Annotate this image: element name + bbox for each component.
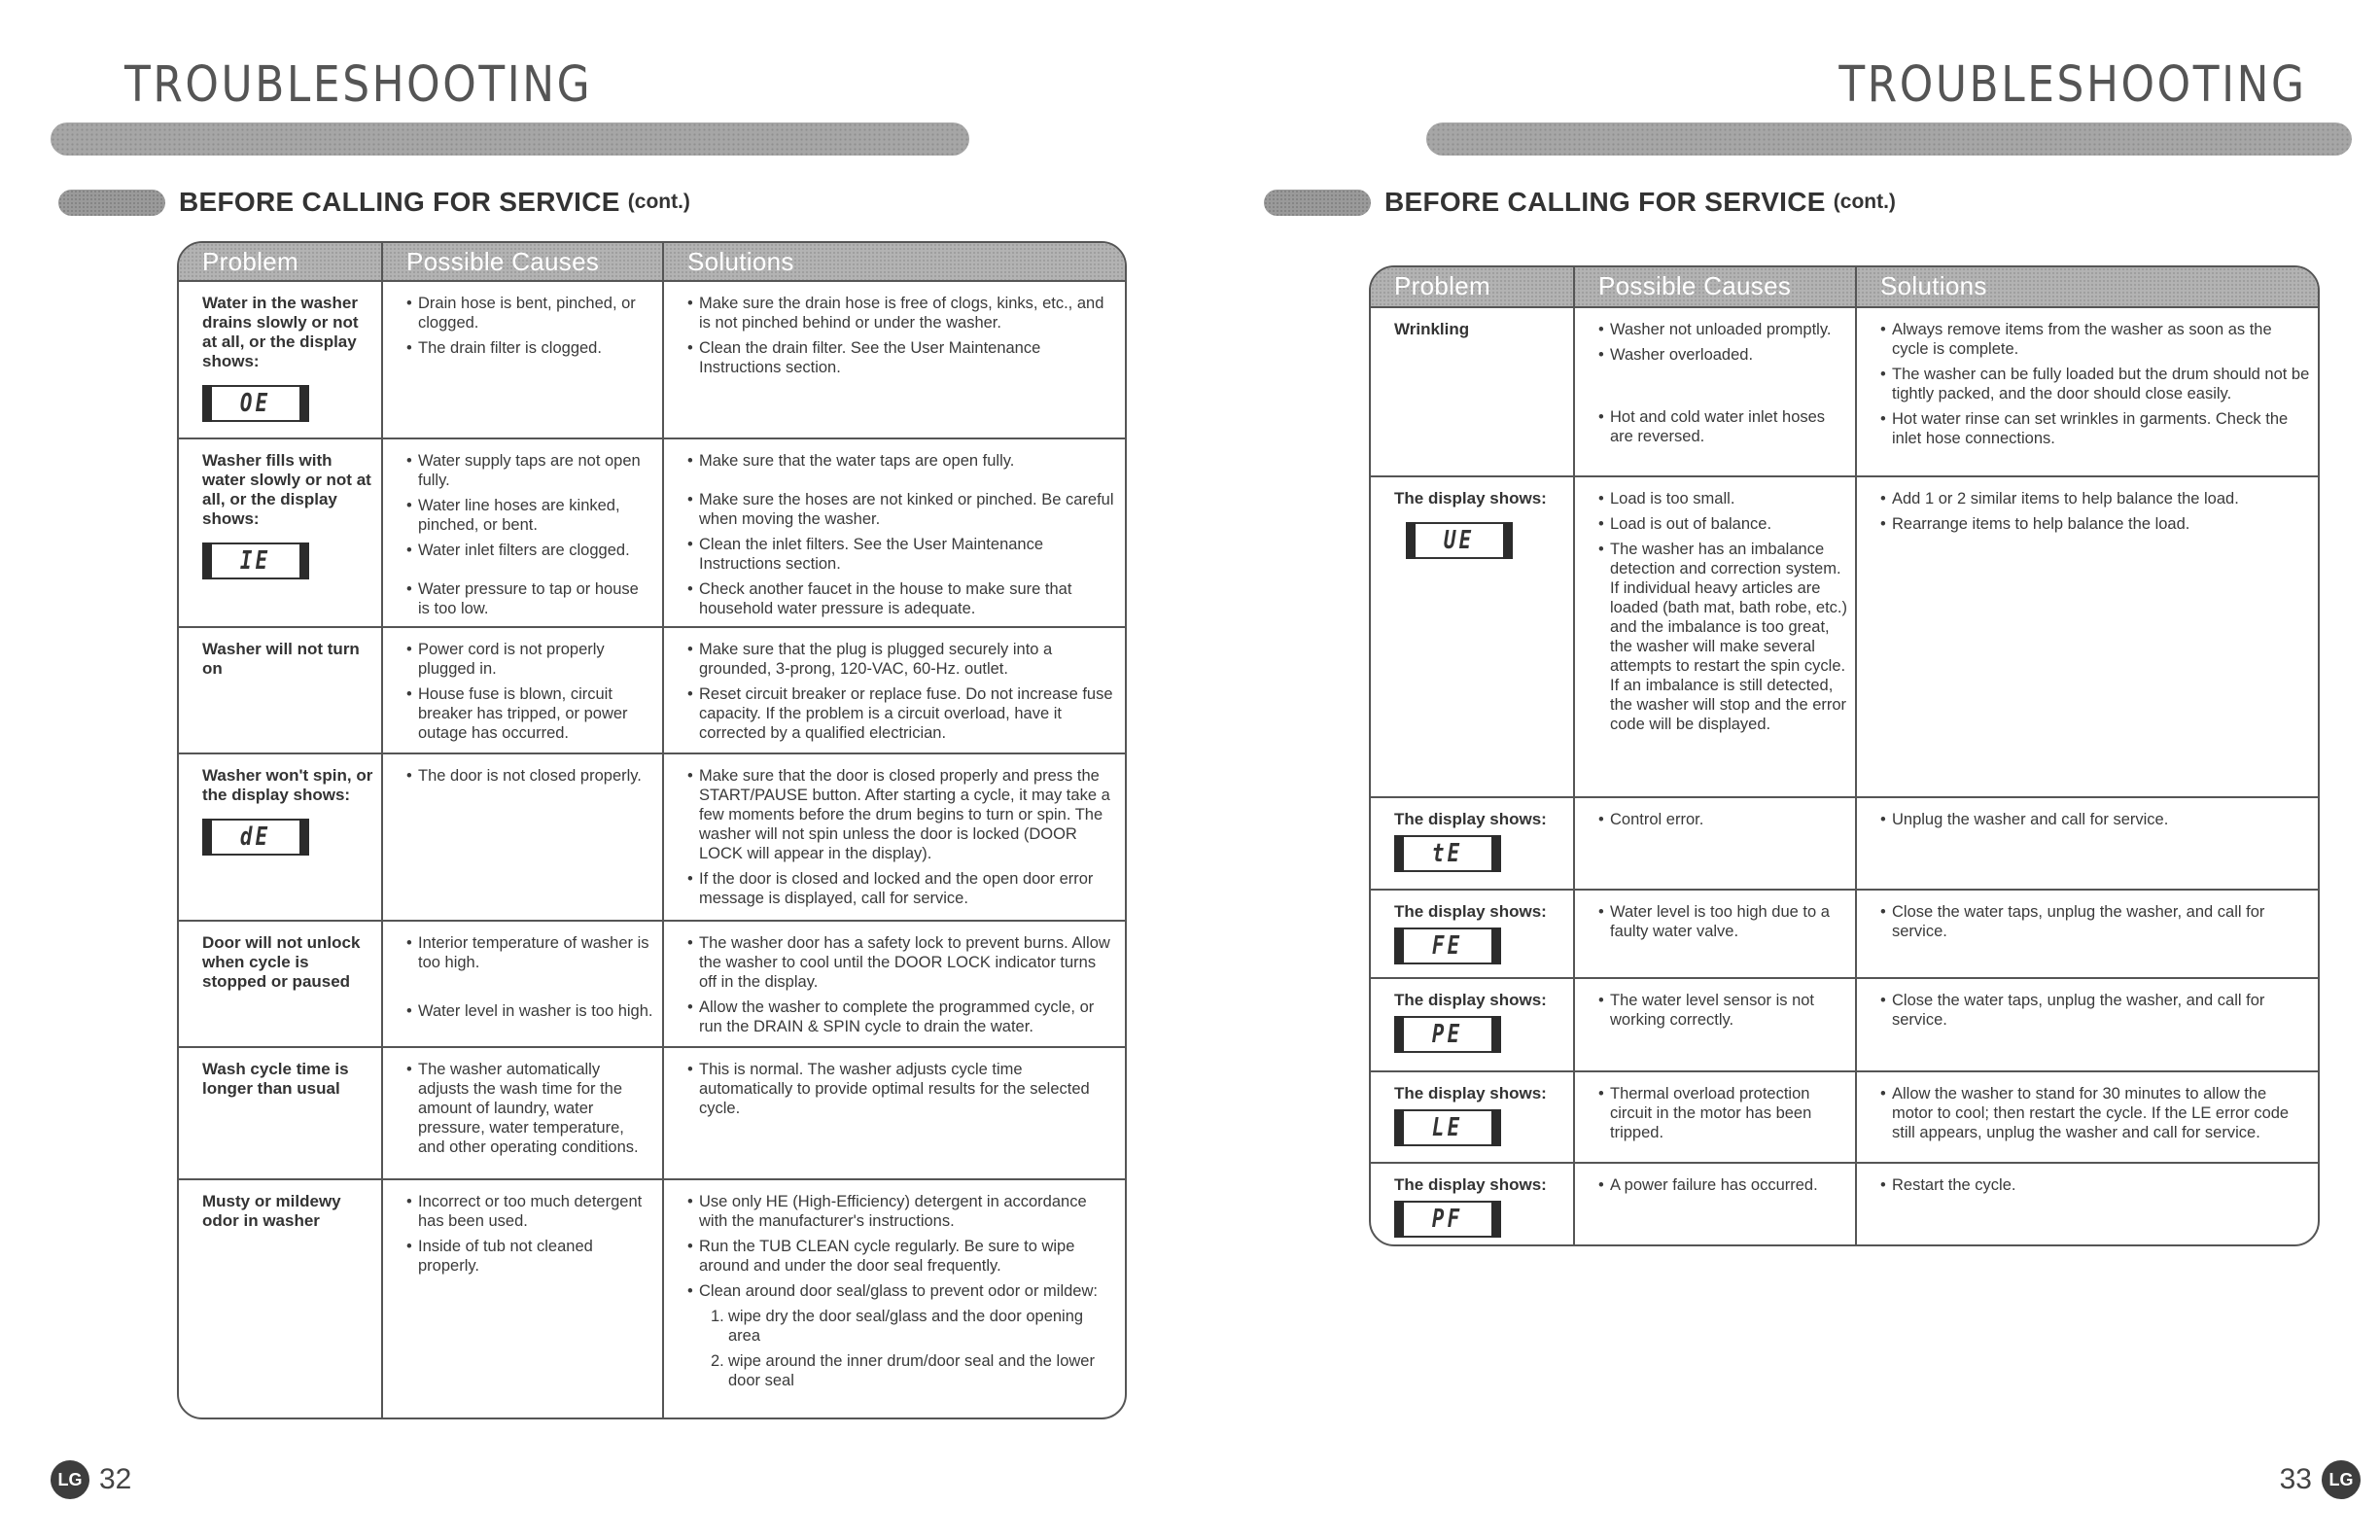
causes-cell bbox=[1575, 308, 1857, 475]
cause-item: • Water supply taps are not open fully. bbox=[404, 451, 654, 490]
section-title: BEFORE CALLING FOR SERVICE bbox=[179, 187, 620, 217]
solution-item: • Allow the washer to complete the programmed cycle, or run the DRAIN & SPIN cycle to drain the water. bbox=[685, 998, 1117, 1036]
section-title: BEFORE CALLING FOR SERVICE bbox=[1384, 187, 1826, 217]
problem-cell bbox=[179, 439, 383, 626]
solutions-cell bbox=[1857, 1164, 2318, 1246]
table-row bbox=[1371, 477, 2318, 798]
solutions-cell bbox=[664, 922, 1125, 1046]
table-row bbox=[179, 754, 1125, 922]
display-code-icon bbox=[1394, 1016, 1501, 1053]
cause-item: • Water inlet filters are clogged. bbox=[404, 541, 654, 560]
display-code-icon bbox=[1394, 835, 1501, 872]
cause-item: • A power failure has occurred. bbox=[1596, 1175, 1847, 1195]
problem-text: The display shows: bbox=[1394, 902, 1547, 921]
table-row bbox=[179, 922, 1125, 1048]
header-causes: Possible Causes bbox=[383, 243, 664, 280]
step-item: 1. wipe dry the door seal/glass and the door opening area bbox=[711, 1308, 1084, 1345]
solution-item: • Make sure that the door is closed properly and press the START/PAUSE button. After starting a cycle, it may take a few moments before the drum begins to turn or spin. The washer will not spin unless the door is locked (DOOR LOCK will appear in the display). bbox=[685, 766, 1117, 863]
cause-item: • Interior temperature of washer is too high. bbox=[404, 933, 654, 972]
cause-item: • Washer overloaded. bbox=[1596, 345, 1847, 365]
solutions-cell bbox=[1857, 308, 2318, 475]
problem-cell bbox=[1371, 308, 1575, 475]
display-code-icon bbox=[202, 385, 309, 422]
solution-item: • Make sure that the water taps are open fully. bbox=[685, 451, 1117, 471]
section-heading bbox=[1264, 187, 1896, 218]
problem-text: Wash cycle time is longer than usual bbox=[202, 1060, 349, 1098]
problem-text: Washer will not turn on bbox=[202, 640, 360, 678]
causes-cell bbox=[1575, 798, 1857, 889]
table-row bbox=[1371, 891, 2318, 979]
causes-cell bbox=[1575, 1072, 1857, 1162]
section-cont: (cont.) bbox=[627, 191, 690, 213]
solution-item: • Hot water rinse can set wrinkles in garments. Check the inlet hose connections. bbox=[1878, 409, 2310, 448]
solution-item: • Clean around door seal/glass to prevent odor or mildew: bbox=[685, 1281, 1117, 1301]
step-item: 2. wipe around the inner drum/door seal and the lower door seal bbox=[711, 1352, 1095, 1389]
page-number-text: 32 bbox=[99, 1463, 132, 1495]
solution-item: • Unplug the washer and call for service. bbox=[1878, 810, 2310, 829]
display-code: PE bbox=[1432, 1020, 1463, 1049]
table-row bbox=[179, 1180, 1125, 1419]
cause-item: • Washer not unloaded promptly. bbox=[1596, 320, 1847, 339]
causes-cell bbox=[383, 1180, 664, 1419]
problem-cell bbox=[1371, 798, 1575, 889]
solution-item: • Clean the drain filter. See the User Maintenance Instructions section. bbox=[685, 338, 1117, 377]
problem-text: The display shows: bbox=[1394, 1175, 1547, 1194]
solution-item: • Always remove items from the washer as soon as the cycle is complete. bbox=[1878, 320, 2310, 359]
troubleshooting-table bbox=[1369, 265, 2320, 1246]
display-code: UE bbox=[1444, 526, 1475, 555]
solution-item: • Close the water taps, unplug the washer, and call for service. bbox=[1878, 991, 2310, 1030]
solution-item: • Restart the cycle. bbox=[1878, 1175, 2310, 1195]
header-solutions: Solutions bbox=[1880, 271, 1987, 300]
cause-item: • The washer has an imbalance detection and correction system. If individual heavy articles are loaded (bath mat, bath robe, etc.) and the imbalance is too great, the washer will make several attempts to restart the spin cycle. If an imbalance is still detected, the washer will stop and the error code will be displayed. bbox=[1596, 540, 1847, 734]
solution-item: • Use only HE (High-Efficiency) detergent in accordance with the manufacturer's instructions. bbox=[685, 1192, 1117, 1231]
causes-cell bbox=[383, 1048, 664, 1178]
display-code: OE bbox=[240, 389, 271, 418]
display-code: dE bbox=[240, 822, 271, 852]
table-row bbox=[179, 439, 1125, 628]
cause-item: • Water level in washer is too high. bbox=[404, 1001, 654, 1021]
title-bar bbox=[51, 122, 969, 156]
table-row bbox=[1371, 1072, 2318, 1164]
solution-item: • Make sure the hoses are not kinked or pinched. Be careful when moving the washer. bbox=[685, 490, 1117, 529]
solution-item: • This is normal. The washer adjusts cycle time automatically to provide optimal results for the selected cycle. bbox=[685, 1060, 1117, 1118]
table-row bbox=[179, 628, 1125, 754]
problem-text: Water in the washer drains slowly or not at all, or the display shows: bbox=[202, 294, 359, 370]
causes-cell bbox=[383, 282, 664, 438]
cause-item: • Power cord is not properly plugged in. bbox=[404, 640, 654, 679]
solution-item: • Allow the washer to stand for 30 minutes to allow the motor to cool; then restart the cycle. If the LE error code still appears, unplug the washer and call for service. bbox=[1878, 1084, 2310, 1142]
causes-cell bbox=[383, 922, 664, 1046]
cause-item: • Load is out of balance. bbox=[1596, 514, 1847, 534]
cause-item: • The water level sensor is not working correctly. bbox=[1596, 991, 1847, 1030]
cause-item: • Inside of tub not cleaned properly. bbox=[404, 1237, 654, 1276]
solutions-cell bbox=[664, 282, 1125, 438]
problem-cell bbox=[179, 754, 383, 920]
header-causes: Possible Causes bbox=[1575, 267, 1857, 306]
solutions-cell bbox=[1857, 798, 2318, 889]
cause-item: • The door is not closed properly. bbox=[404, 766, 654, 786]
causes-cell bbox=[383, 754, 664, 920]
cause-item: • Water level is too high due to a faulty water valve. bbox=[1596, 902, 1847, 941]
table-row bbox=[1371, 979, 2318, 1072]
causes-cell bbox=[1575, 979, 1857, 1070]
problem-text: Door will not unlock when cycle is stopped or paused bbox=[202, 933, 361, 991]
solution-item: • Check another faucet in the house to make sure that household water pressure is adequate. bbox=[685, 579, 1117, 618]
solution-item: • The washer door has a safety lock to prevent burns. Allow the washer to cool until the DOOR LOCK indicator turns off in the display. bbox=[685, 933, 1117, 992]
problem-cell bbox=[1371, 1164, 1575, 1246]
solution-item: • Make sure that the plug is plugged securely into a grounded, 3-prong, 120-VAC, 60-Hz. outlet. bbox=[685, 640, 1117, 679]
page-number bbox=[51, 1460, 131, 1499]
cause-item: • The drain filter is clogged. bbox=[404, 338, 654, 358]
cause-item: • Thermal overload protection circuit in the motor has been tripped. bbox=[1596, 1084, 1847, 1142]
table-header bbox=[1371, 267, 2318, 308]
lg-logo-icon: LG bbox=[51, 1460, 89, 1499]
problem-cell bbox=[1371, 979, 1575, 1070]
cause-item: • Drain hose is bent, pinched, or clogged. bbox=[404, 294, 654, 332]
problem-cell bbox=[179, 628, 383, 752]
section-cont: (cont.) bbox=[1833, 191, 1896, 213]
lg-logo-icon: LG bbox=[2322, 1460, 2361, 1499]
cause-item: • Load is too small. bbox=[1596, 489, 1847, 508]
table-row bbox=[1371, 308, 2318, 477]
section-heading bbox=[58, 187, 690, 218]
table-row bbox=[1371, 798, 2318, 891]
problem-cell bbox=[1371, 1072, 1575, 1162]
problem-text: Washer won't spin, or the display shows: bbox=[202, 766, 373, 804]
solutions-cell bbox=[1857, 891, 2318, 977]
cause-item: • House fuse is blown, circuit breaker has tripped, or power outage has occurred. bbox=[404, 684, 654, 743]
solution-item: • Clean the inlet filters. See the User Maintenance Instructions section. bbox=[685, 535, 1117, 574]
solution-item: • Close the water taps, unplug the washer, and call for service. bbox=[1878, 902, 2310, 941]
causes-cell bbox=[383, 628, 664, 752]
troubleshooting-table bbox=[177, 241, 1127, 1419]
solution-item: • If the door is closed and locked and the open door error message is displayed, call for service. bbox=[685, 869, 1117, 908]
solutions-cell bbox=[664, 1180, 1125, 1419]
problem-cell bbox=[179, 1048, 383, 1178]
display-code: FE bbox=[1432, 931, 1463, 961]
problem-text: The display shows: bbox=[1394, 991, 1547, 1009]
solution-item: • The washer can be fully loaded but the drum should not be tightly packed, and the door should close easily. bbox=[1878, 365, 2310, 403]
solutions-cell bbox=[664, 754, 1125, 920]
display-code: IE bbox=[240, 546, 271, 576]
display-code-icon bbox=[1394, 928, 1501, 964]
solution-item: • Rearrange items to help balance the load. bbox=[1878, 514, 2310, 534]
problem-text: Wrinkling bbox=[1394, 320, 1470, 338]
solution-item: • Run the TUB CLEAN cycle regularly. Be sure to wipe around and under the door seal frequently. bbox=[685, 1237, 1117, 1276]
causes-cell bbox=[1575, 1164, 1857, 1246]
problem-text: The display shows: bbox=[1394, 1084, 1547, 1102]
causes-cell bbox=[1575, 891, 1857, 977]
problem-cell bbox=[179, 1180, 383, 1419]
solutions-cell bbox=[664, 439, 1125, 626]
problem-text: Musty or mildewy odor in washer bbox=[202, 1192, 341, 1230]
display-code: tE bbox=[1432, 839, 1463, 868]
solutions-cell bbox=[1857, 477, 2318, 796]
solutions-cell bbox=[664, 1048, 1125, 1178]
cause-item: • Control error. bbox=[1596, 810, 1847, 829]
cause-item: • Water pressure to tap or house is too low. bbox=[404, 579, 654, 618]
table-row bbox=[1371, 1164, 2318, 1246]
problem-cell bbox=[1371, 477, 1575, 796]
causes-cell bbox=[383, 439, 664, 626]
page-title: TROUBLESHOOTING bbox=[1838, 56, 2307, 114]
header-problem: Problem bbox=[179, 243, 383, 280]
problem-text: The display shows: bbox=[1394, 489, 1547, 508]
display-code: LE bbox=[1432, 1113, 1463, 1142]
problem-cell bbox=[1371, 891, 1575, 977]
header-solutions: Solutions bbox=[687, 247, 794, 276]
table-row bbox=[179, 282, 1125, 439]
problem-text: The display shows: bbox=[1394, 810, 1547, 828]
problem-text: Washer fills with water slowly or not at all, or the display shows: bbox=[202, 451, 371, 528]
solutions-cell bbox=[1857, 979, 2318, 1070]
solution-item: • Reset circuit breaker or replace fuse. Do not increase fuse capacity. If the problem is a circuit overload, have it corrected by a qualified electrician. bbox=[685, 684, 1117, 743]
page-title: TROUBLESHOOTING bbox=[124, 56, 593, 114]
display-code-icon bbox=[202, 819, 309, 856]
problem-cell bbox=[179, 282, 383, 438]
display-code-icon bbox=[1406, 522, 1513, 559]
cause-item: • Hot and cold water inlet hoses are reversed. bbox=[1596, 407, 1847, 446]
table-header bbox=[179, 243, 1125, 282]
cause-item: • Water line hoses are kinked, pinched, or bent. bbox=[404, 496, 654, 535]
solutions-cell bbox=[1857, 1072, 2318, 1162]
section-pill bbox=[58, 190, 165, 216]
problem-cell bbox=[179, 922, 383, 1046]
header-problem: Problem bbox=[1371, 267, 1575, 306]
page-33 bbox=[1190, 0, 2380, 1540]
causes-cell bbox=[1575, 477, 1857, 796]
display-code-icon bbox=[1394, 1109, 1501, 1146]
page-number-text: 33 bbox=[2279, 1463, 2312, 1495]
cause-item: • The washer automatically adjusts the wash time for the amount of laundry, water pressure, water temperature, and other operating conditions. bbox=[404, 1060, 654, 1157]
cause-item: • Incorrect or too much detergent has been used. bbox=[404, 1192, 654, 1231]
display-code-icon bbox=[202, 542, 309, 579]
title-bar bbox=[1426, 122, 2352, 156]
table-row bbox=[179, 1048, 1125, 1180]
section-pill bbox=[1264, 190, 1371, 216]
solution-item: • Make sure the drain hose is free of clogs, kinks, etc., and is not pinched behind or under the washer. bbox=[685, 294, 1117, 332]
solution-item: • Add 1 or 2 similar items to help balance the load. bbox=[1878, 489, 2310, 508]
page-number bbox=[2280, 1460, 2361, 1499]
display-code-icon bbox=[1394, 1201, 1501, 1238]
solutions-cell bbox=[664, 628, 1125, 752]
display-code: PF bbox=[1432, 1205, 1463, 1234]
